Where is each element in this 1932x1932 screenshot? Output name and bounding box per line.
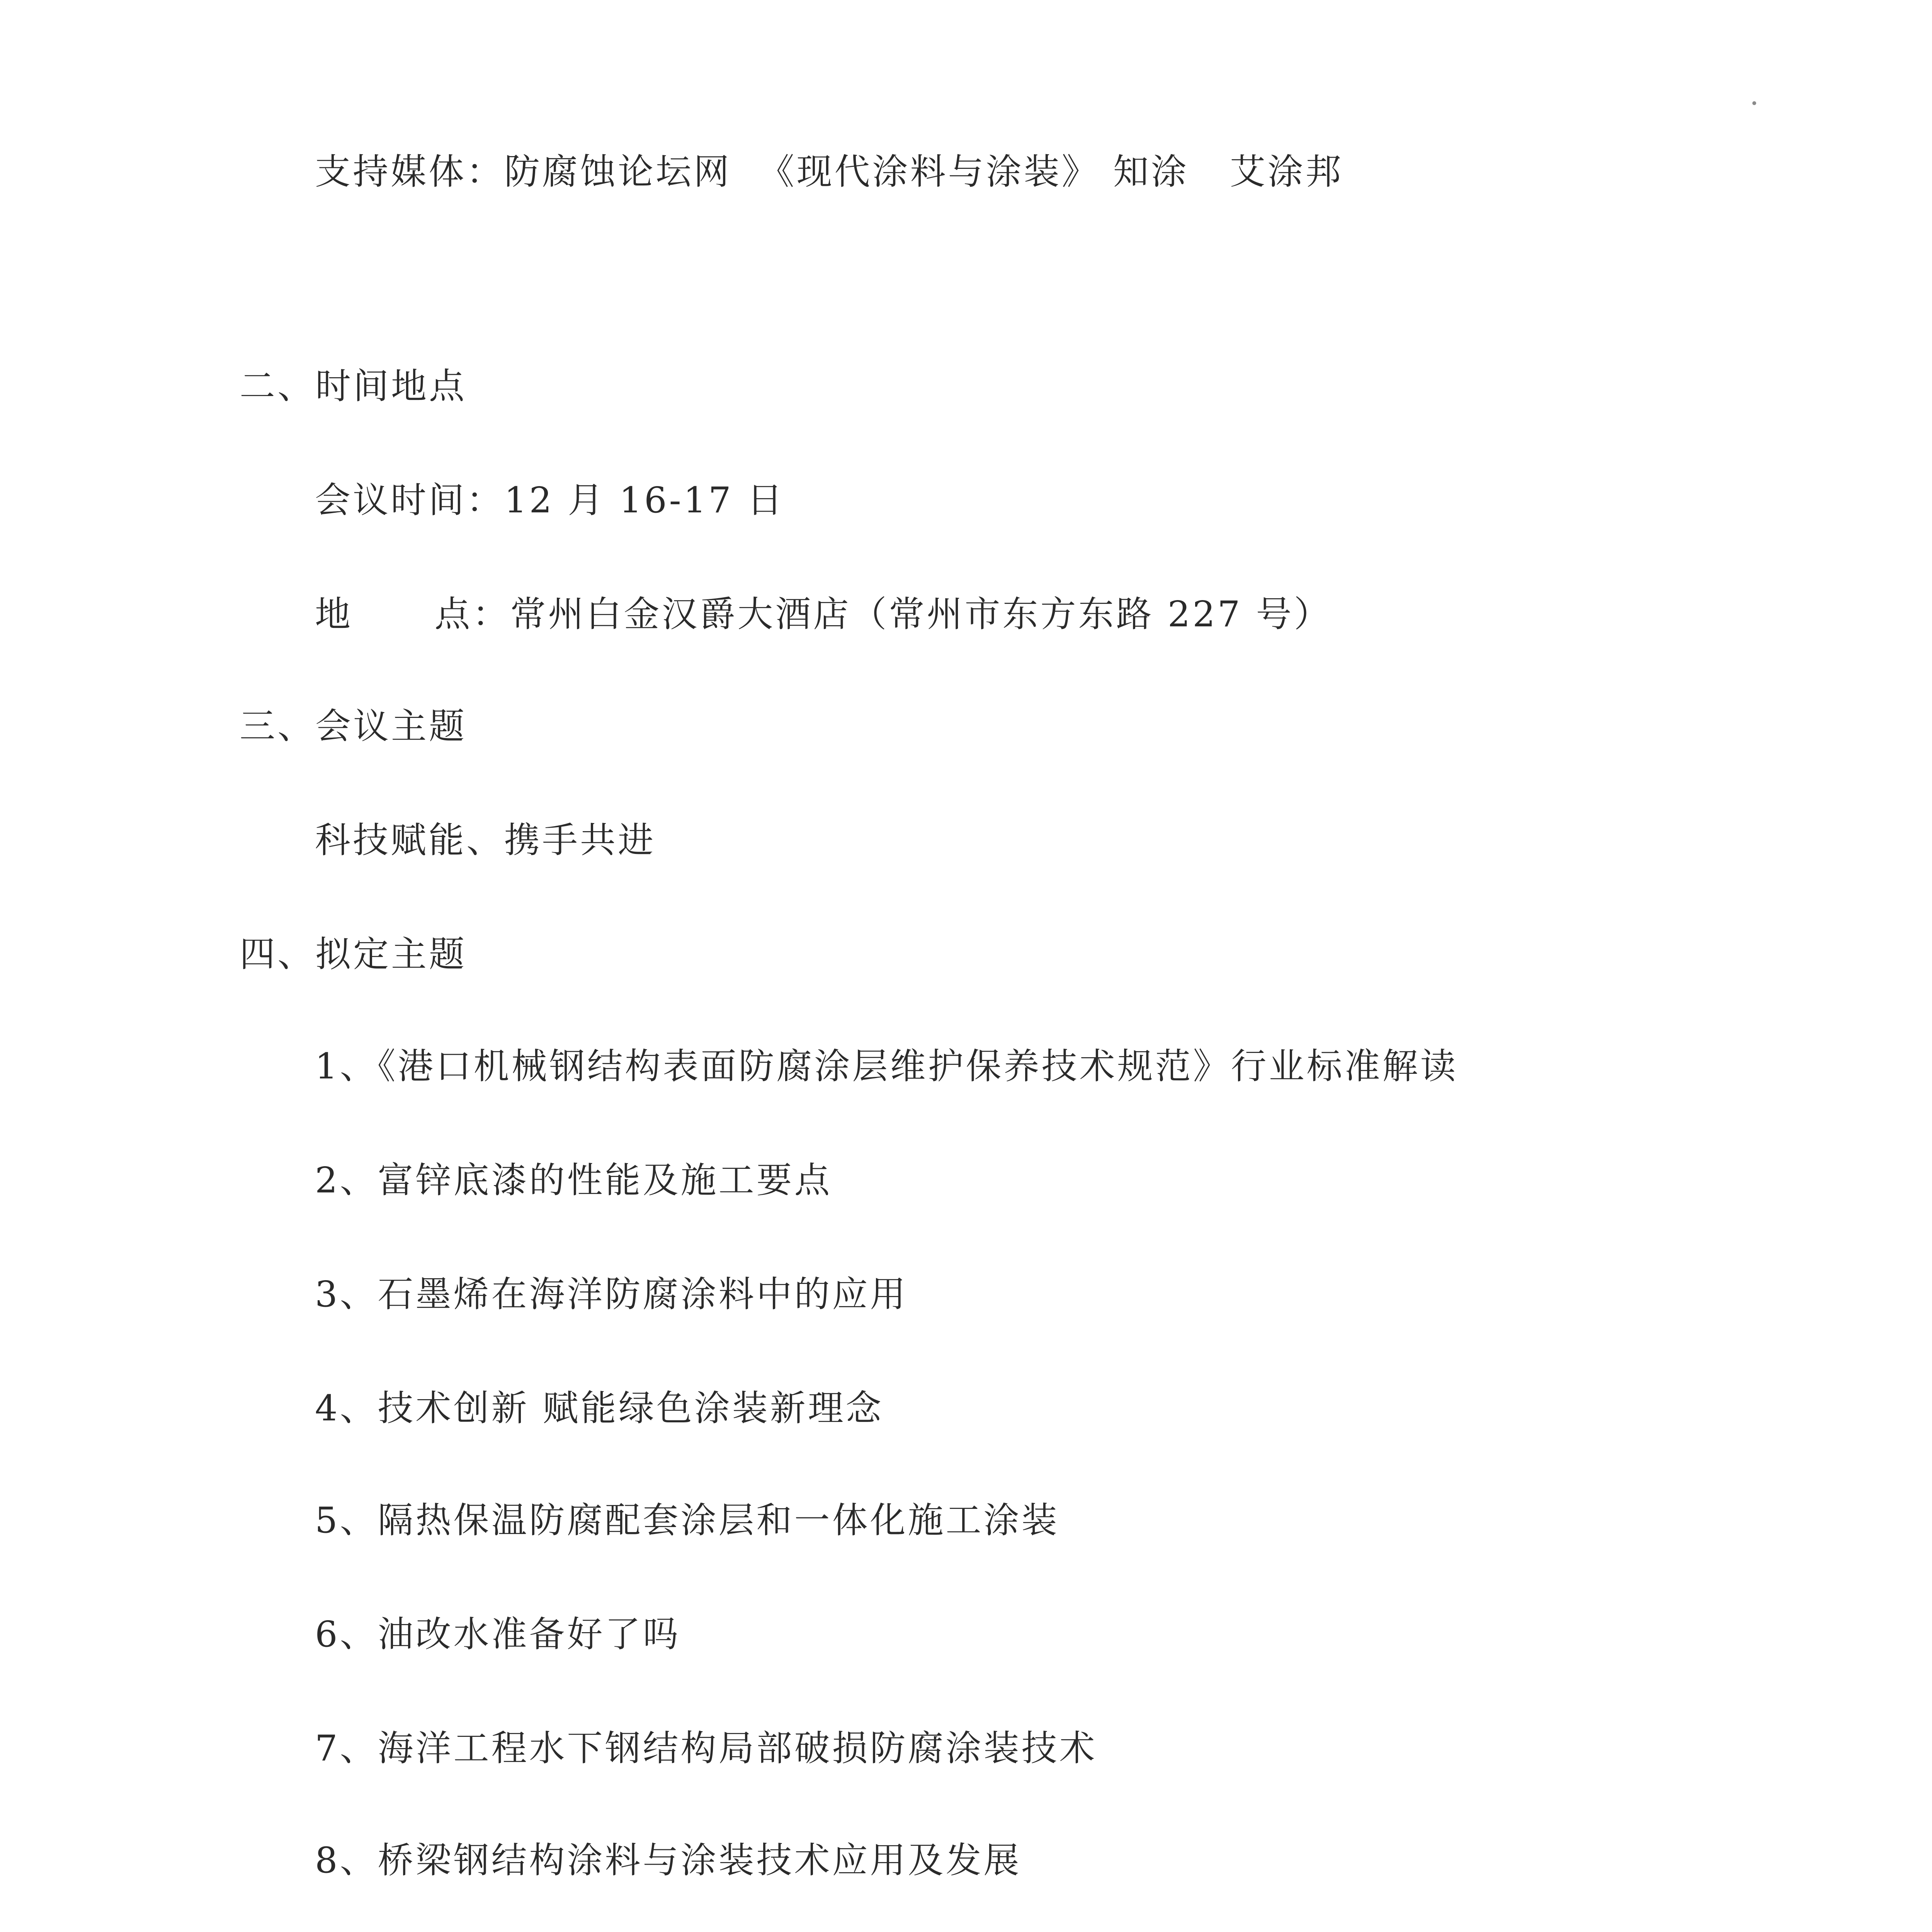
topic-item: 4、技术创新 赋能绿色涂装新理念 [315,1388,884,1429]
scan-speck [1752,101,1756,105]
topic-item: 8、桥梁钢结构涂料与涂装技术应用及发展 [315,1840,1022,1881]
topic-item: 1、《港口机械钢结构表面防腐涂层维护保养技术规范》行业标准解读 [315,1046,1458,1087]
meeting-theme: 科技赋能、携手共进 [315,820,656,861]
topic-item: 7、海洋工程水下钢结构局部破损防腐涂装技术 [315,1728,1097,1769]
section-heading-time-place: 二、时间地点 [240,366,467,407]
topic-item: 5、隔热保温防腐配套涂层和一体化施工涂装 [315,1500,1060,1541]
supporting-media: 支持媒体：防腐蚀论坛网 《现代涂料与涂装》 知涂 艾涂邦 [315,151,1344,192]
topic-item: 2、富锌底漆的性能及施工要点 [315,1160,832,1201]
section-heading-topics: 四、拟定主题 [240,934,467,975]
section-heading-theme: 三、会议主题 [240,706,467,747]
meeting-place: 地 点：常州白金汉爵大酒店（常州市东方东路 227 号） [315,594,1332,635]
topic-item: 6、油改水准备好了吗 [315,1614,681,1655]
topic-item: 3、石墨烯在海洋防腐涂料中的应用 [315,1274,908,1315]
meeting-time: 会议时间：12 月 16-17 日 [315,480,785,521]
